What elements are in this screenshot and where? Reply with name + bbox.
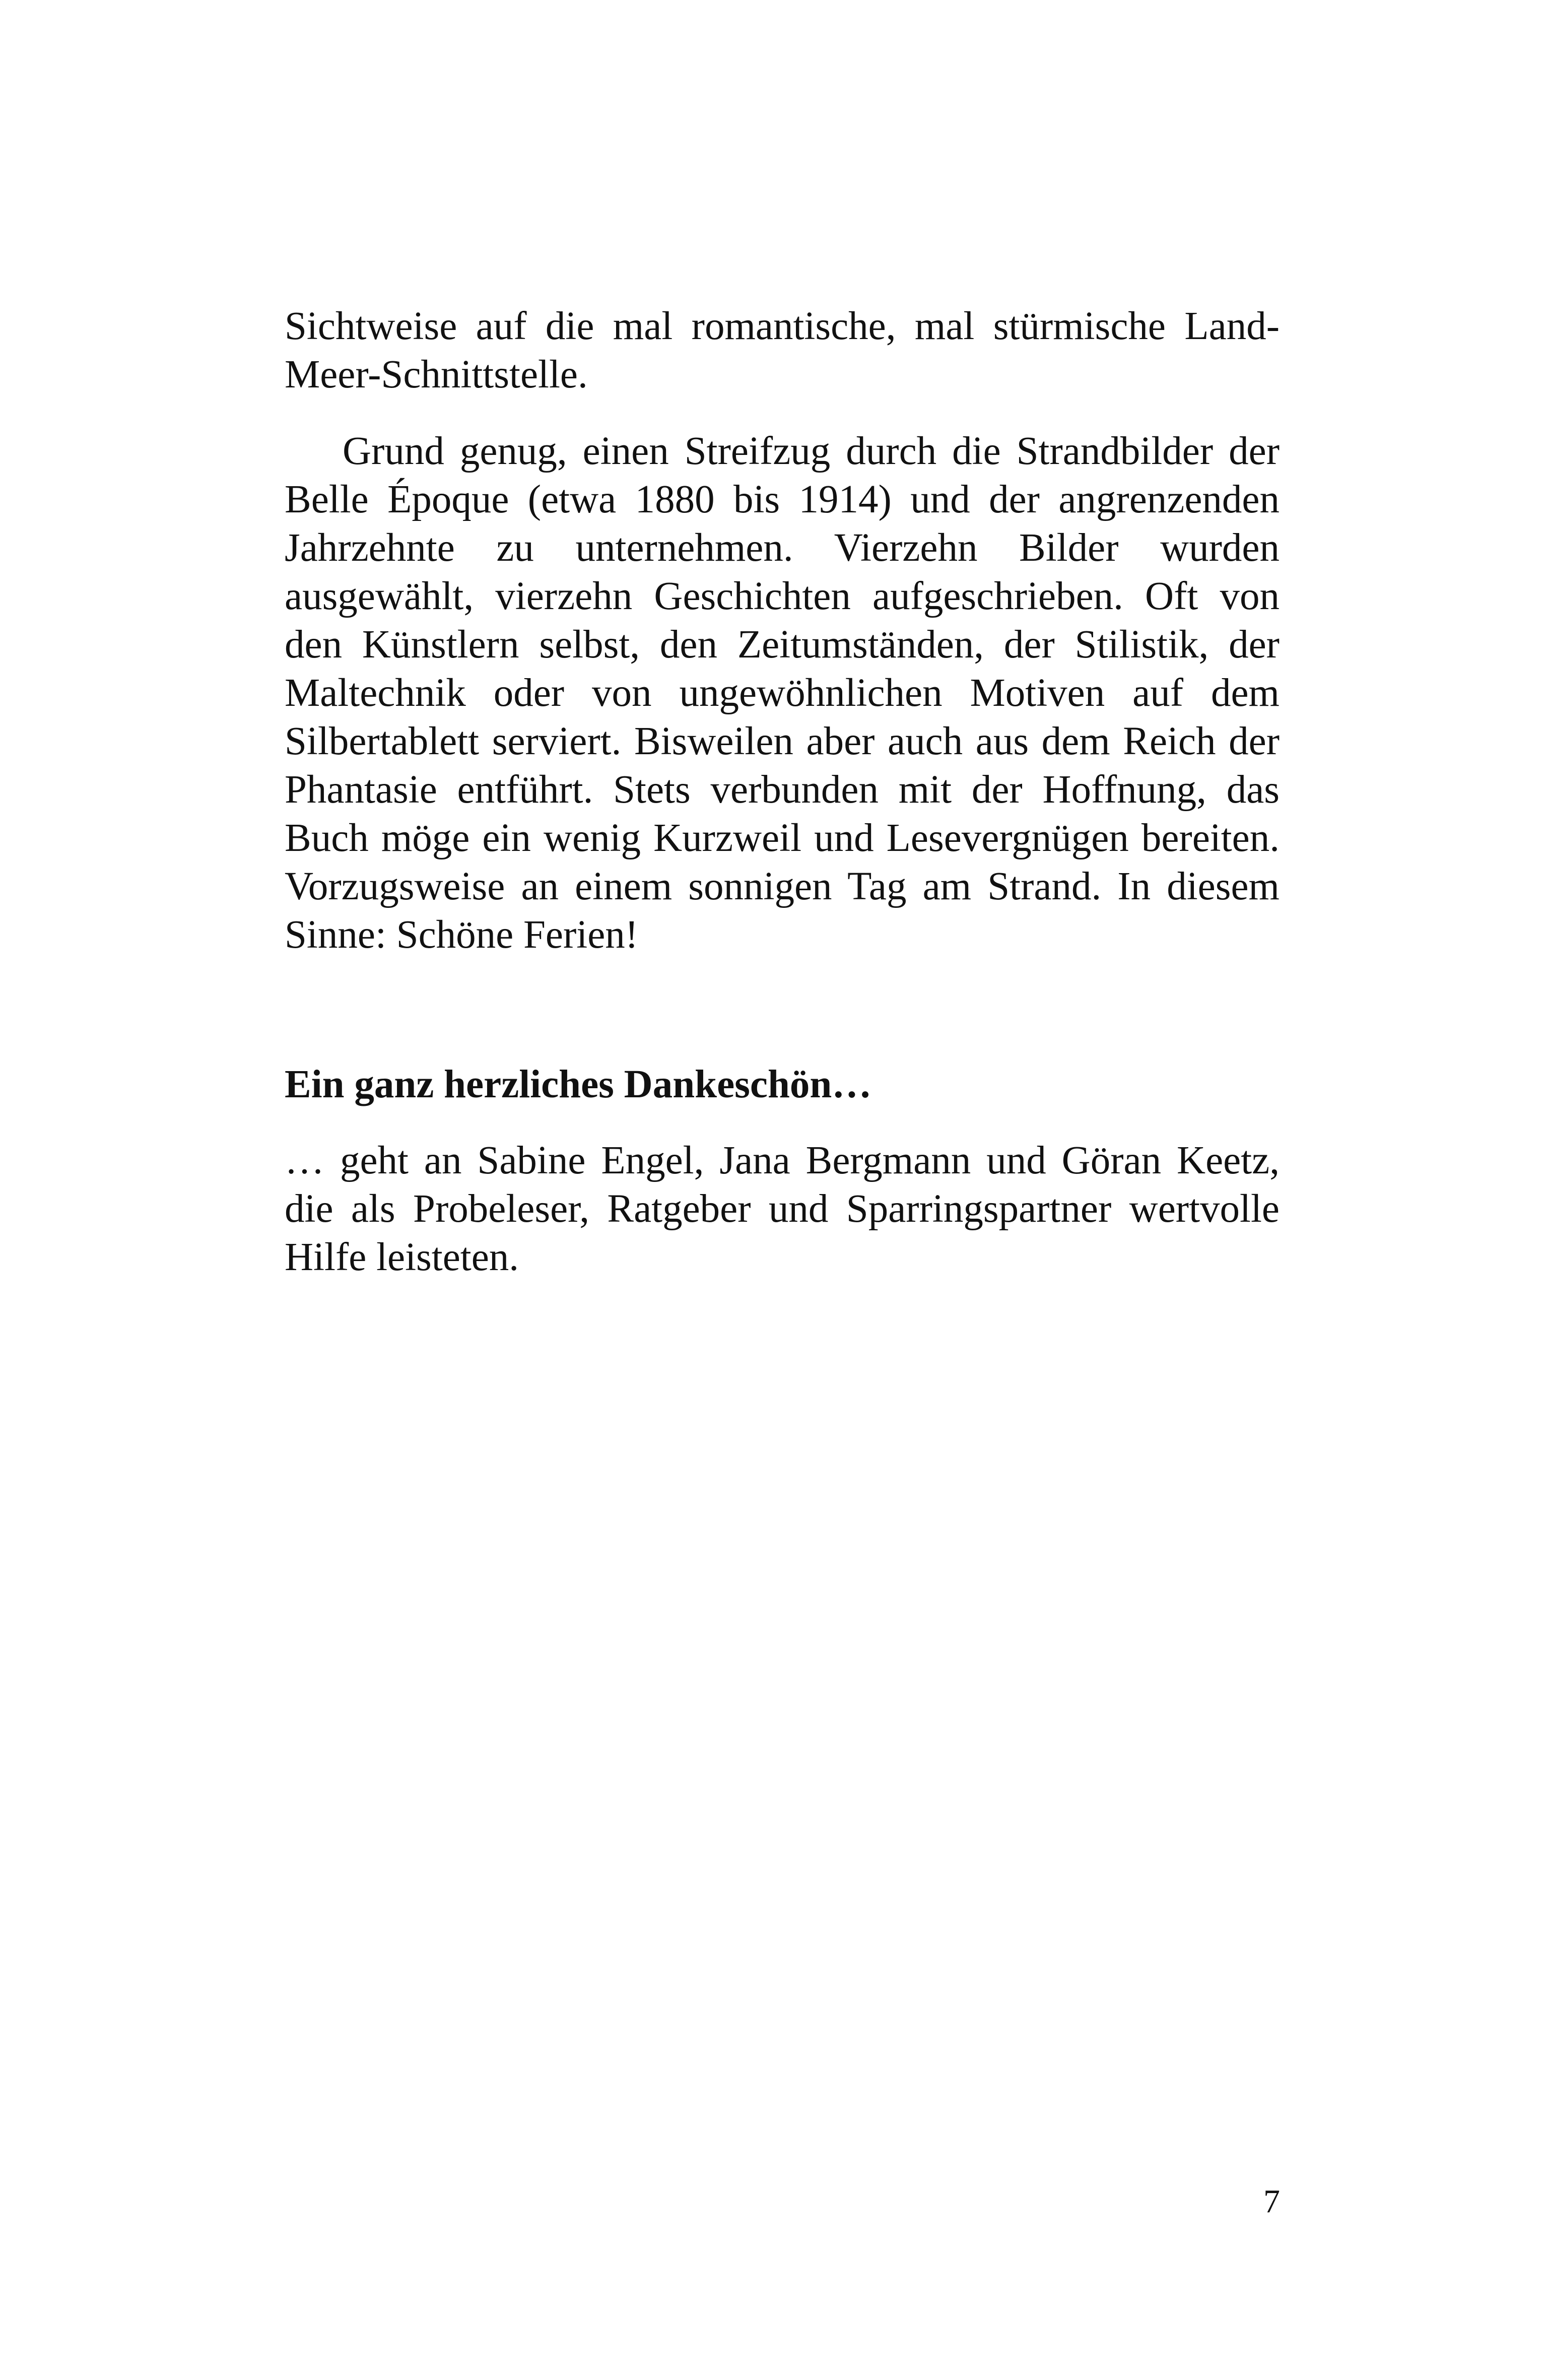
paragraph-acknowledgements: … geht an Sabine Engel, Jana Bergmann und Göran Keetz, die als Probeleser, Ratgeber und Sparringspartner wertvolle Hilfe leisteten. bbox=[285, 1139, 1280, 1279]
paragraph-strandbilder: Grund genug, einen Streifzug durch die Strandbilder der Belle Époque (etwa 1880 bis 1914) und der angrenzenden Jahrzehnte zu unternehmen. Vierzehn Bilder wurden ausgewählt, vierzehn Geschichten aufgeschrieben. Oft von den Künstlern selbst, den Zeitumständen, der Stilistik, der Maltechnik oder von ungewöhnlichen Motiven auf dem Silbertablett serviert. Bisweilen aber auch aus dem Reich der Phantasie entführt. Stets verbunden mit der Hoffnung, das Buch möge ein wenig Kurzweil und Lesevergnügen bereiten. Vorzugsweise an einem sonnigen Tag am Strand. In diesem Sinne: Schöne Ferien! bbox=[285, 429, 1280, 957]
section-heading: Ein ganz herzliches Dankeschön… bbox=[285, 1063, 872, 1106]
page-number: 7 bbox=[1263, 2183, 1280, 2220]
paragraph-continuation: Sichtweise auf die mal romantische, mal stürmische Land-Meer-Schnittstelle. bbox=[285, 304, 1280, 396]
